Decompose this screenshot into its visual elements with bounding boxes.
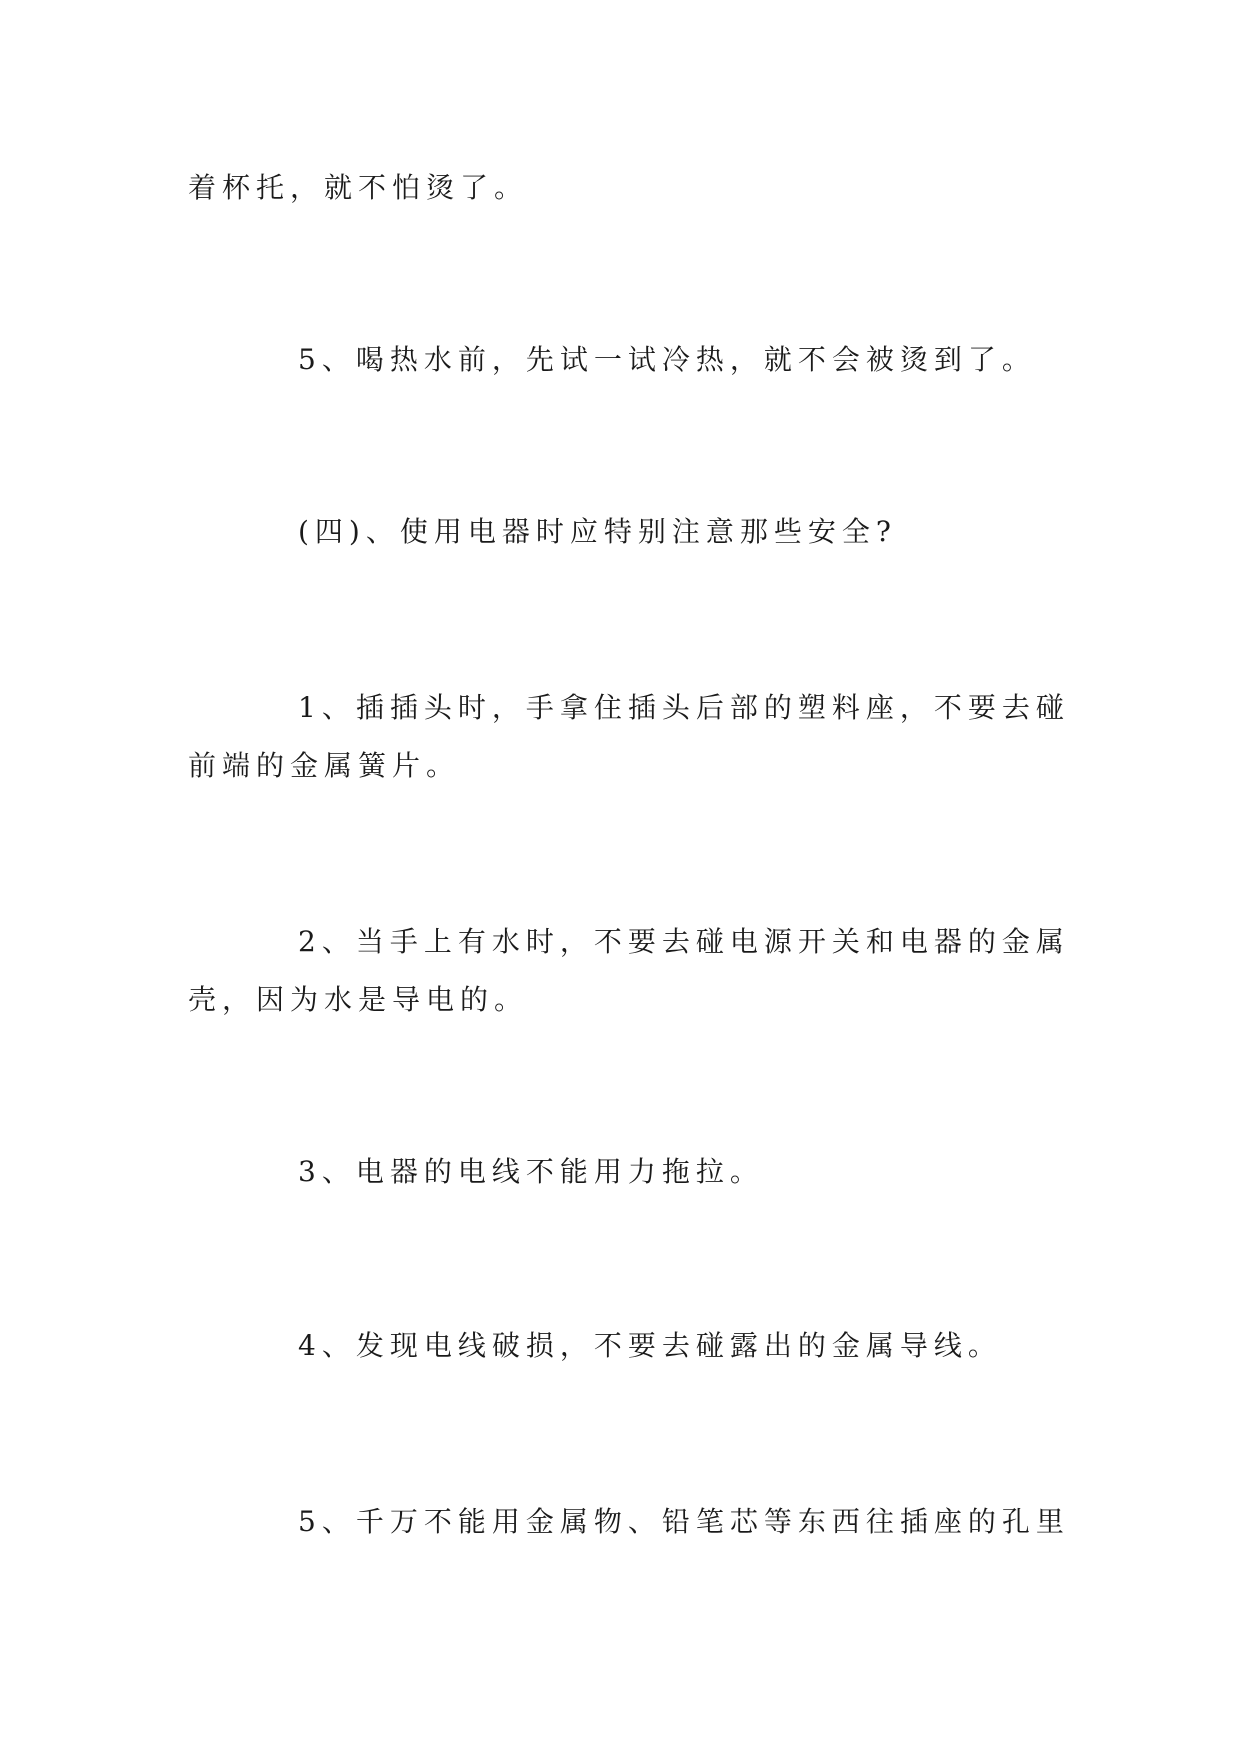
paragraph-line: 着杯托，就不怕烫了。 bbox=[188, 171, 529, 204]
paragraph-line: 3、电器的电线不能用力拖拉。 bbox=[298, 1155, 764, 1188]
paragraph-line: 前端的金属簧片。 bbox=[188, 749, 461, 782]
paragraph-line: 壳，因为水是导电的。 bbox=[188, 983, 529, 1016]
paragraph-line: 5、千万不能用金属物、铅笔芯等东西往插座的孔里 bbox=[298, 1505, 1070, 1538]
section-heading: (四)、使用电器时应特别注意那些安全? bbox=[298, 515, 897, 548]
paragraph-line: 2、当手上有水时，不要去碰电源开关和电器的金属 bbox=[298, 925, 1070, 958]
paragraph-line: 1、插插头时，手拿住插头后部的塑料座，不要去碰 bbox=[298, 691, 1070, 724]
paragraph-line: 5、喝热水前，先试一试冷热，就不会被烫到了。 bbox=[298, 343, 1036, 376]
paragraph-line: 4、发现电线破损，不要去碰露出的金属导线。 bbox=[298, 1329, 1002, 1362]
